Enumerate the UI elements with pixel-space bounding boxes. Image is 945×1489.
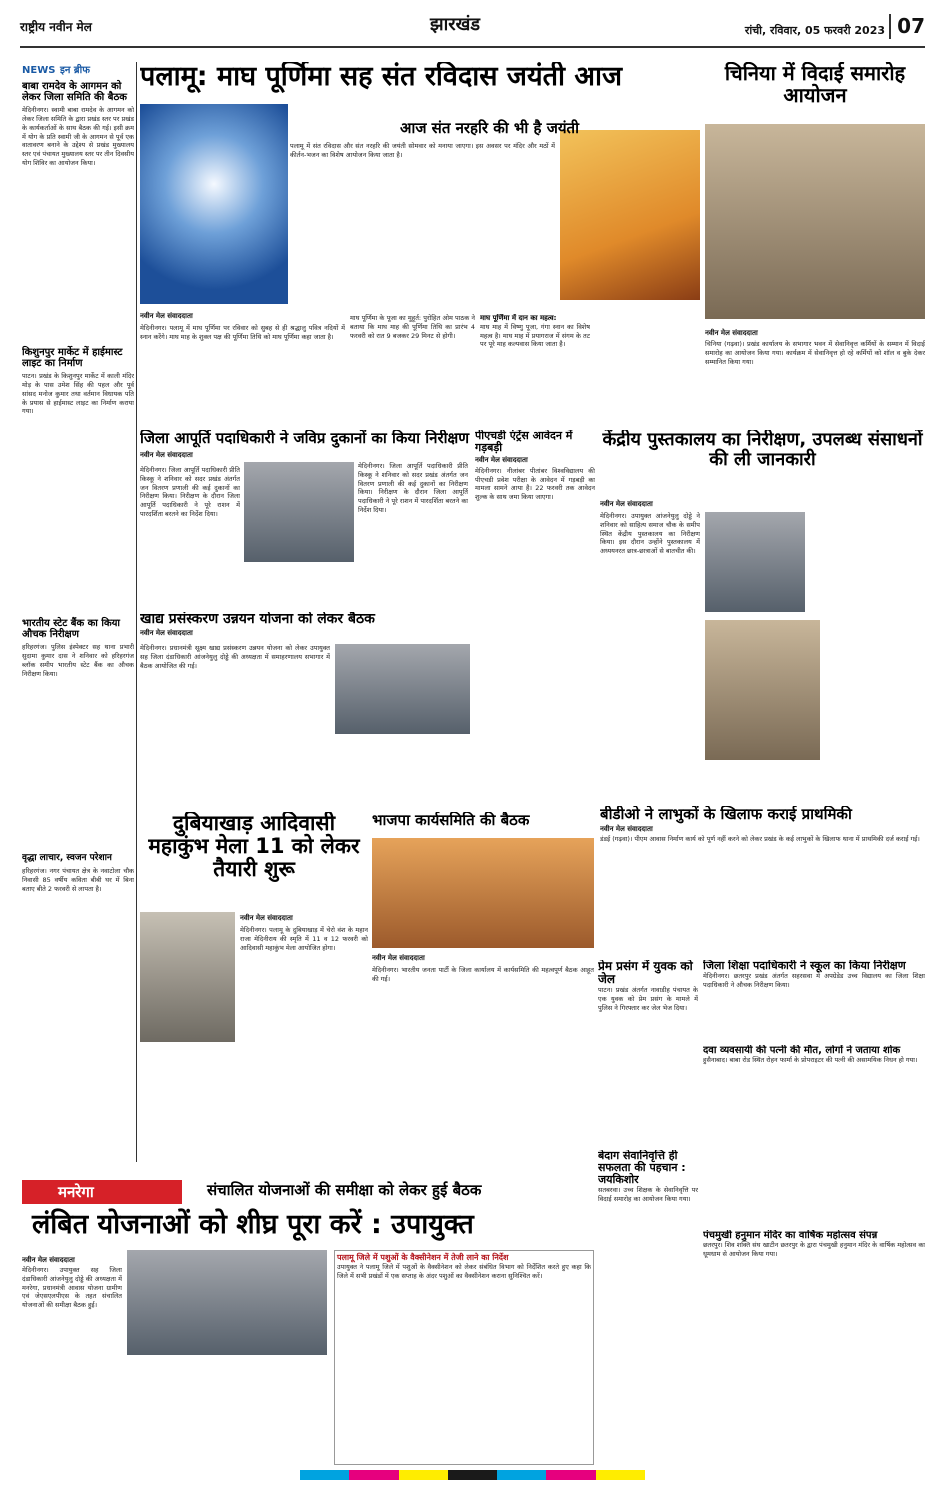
library-byline: नवीन मेल संवाददाता: [600, 500, 653, 508]
school-headline: जिला शिक्षा पदाधिकारी ने स्कूल का किया निरीक्षण: [703, 960, 906, 972]
color-swatch: [300, 1470, 349, 1480]
prem-headline: प्रेम प्रसंग में युवक को जेल: [598, 960, 693, 987]
bdo-text: डंडई (गढ़वा)। पीएम आवास निर्माण कार्य को पूर्ण नहीं करने को लेकर प्रखंड के कई लाभुकों के खिलाफ थाना में प्राथमिकी दर्ज कराई गई।: [600, 835, 920, 844]
hanuman-story: [703, 1230, 925, 1460]
chinia-headline: चिनिया में विदाई समारोह आयोजन: [724, 62, 906, 107]
kumbh-headline: दुबियाखाड़ आदिवासी महाकुंभ मेला 11 को लेकर तैयारी शुरू: [148, 812, 360, 882]
ration-story: [140, 430, 470, 600]
mgnrega-box-head: पलामू जिले में पशुओं के वैक्सीनेशन में तेजी लाने का निर्देश: [337, 1253, 509, 1262]
brief-headline-missing: वृद्धा लाचार, स्वजन परेशान: [22, 853, 112, 864]
lead-text-c: पलामू में संत रविदास और संत नरहरि की जयंती सोमवार को मनाया जाएगा। इस अवसर पर मंदिर और मठों में कीर्तन-भजन का विशेष आयोजन किया जाता है।: [290, 142, 555, 159]
hanuman-headline: पंचमुखी हनुमान मंदिर का वार्षिक महोत्सव संपन्न: [703, 1230, 878, 1241]
color-swatch: [497, 1470, 546, 1480]
mgnrega-box: [334, 1250, 594, 1465]
color-swatch: [349, 1470, 398, 1480]
chinia-text: चिनिया (गढ़वा)। प्रखंड कार्यालय के सभागार भवन में सेवानिवृत्त कर्मियों के सम्मान में विदाई समारोह का आयोजन किया गया। कार्यक्रम में सेवानिवृत्त हो रहे कर्मियों को शॉल व बुके देकर सम्मानित किया गया।: [705, 340, 925, 366]
dateline: रांची, रविवार, 05 फरवरी 2023: [744, 24, 885, 37]
lead-subhead: आज संत नरहरि की भी है जयंती: [400, 119, 579, 137]
bdo-headline: बीडीओ ने लाभुकों के खिलाफ कराई प्राथमिकी: [600, 806, 852, 823]
color-swatch: [448, 1470, 497, 1480]
library-story: [600, 430, 925, 800]
food-byline: नवीन मेल संवाददाता: [140, 629, 193, 638]
school-story: [703, 960, 925, 1040]
masthead: [20, 14, 925, 48]
color-registration-bar: [300, 1470, 645, 1480]
prem-story: [598, 960, 698, 1145]
mgnrega-box-text: उपायुक्त ने पलामू जिले में पशुओं के वैक्सीनेशन को लेकर संबंधित विभाग को निर्देशित करते हुए कहा कि जिले में सभी प्रखंडों में एक सप्ताह के अंदर पशुओं का वैक्सीनेशन कराना सुनिश्चित करें।: [337, 1263, 591, 1280]
lead-byline: नवीन मेल संवाददाता: [140, 312, 193, 320]
mgnrega-text: मेदिनीनगर। उपायुक्त सह जिला दंडाधिकारी आंजनेयुलु दोड्डे की अध्यक्षता में मनरेगा, प्रधानमंत्री आवास योजना ग्रामीण एवं जेएसएलपीएस के तहत संचालित योजनाओं की समीक्षा बैठक हुई।: [22, 1266, 122, 1310]
brief-text-highmast: पाटन। प्रखंड के किशुनपुर मार्केट में काली मंदिर मोड़ के पास उमेश सिंह की पहल और पूर्व सांसद मनोज कुमार तथा वर्तमान विधायक पति के प्रयास से हाईमास्ट लाइट का निर्माण कराया गया।: [22, 372, 134, 416]
brief-text-sbi: हरिहरगंज। पुलिस इंस्पेक्टर सह थाना प्रभारी सुदामा कुमार दास ने शनिवार को हरिहरगंज ब्लॉक समीप भारतीय स्टेट बैंक का औचक निरीक्षण किया।: [22, 643, 134, 678]
mgnrega-story: [22, 1180, 594, 1465]
brief-headline-sbi: भारतीय स्टेट बैंक का किया औचक निरीक्षण: [22, 618, 121, 641]
brand-logo: राष्ट्रीय नवीन मेल: [20, 20, 92, 34]
bdo-byline: नवीन मेल संवाददाता: [600, 824, 653, 833]
section-title: झारखंड: [430, 14, 480, 35]
kumbh-byline: नवीन मेल संवाददाता: [240, 914, 293, 922]
ration-text: मेदिनीनगर। जिला आपूर्ति पदाधिकारी प्रीति किस्कू ने शनिवार को सदर प्रखंड अंतर्गत जन वितरण प्रणाली की कई दुकानों का निरीक्षण किया। निरीक्षण के दौरान जिला आपूर्ति पदाधिकारी ने पूरे राशन में पारदर्शिता बरतने का निर्देश दिया।: [140, 466, 240, 518]
bedam-headline: बेदाग सेवानिवृत्ति ही सफलता की पहचान : जयकिशोर: [598, 1150, 686, 1187]
death-headline: दवा व्यवसायी की पत्नी की मौत, लोगों ने जताया शोक: [703, 1045, 901, 1056]
library-photo-2: [705, 620, 820, 760]
ration-byline: नवीन मेल संवाददाता: [140, 450, 193, 459]
mgnrega-band: मनरेगा: [22, 1180, 182, 1204]
food-headline: खाद्य प्रसंस्करण उन्नयन योजना को लेकर बैठक: [140, 612, 375, 627]
mgnrega-headline: लंबित योजनाओं को शीघ्र पूरा करें : उपायुक्त: [32, 1209, 474, 1240]
lead-text-a: मेदिनीनगर। पलामू में माघ पूर्णिमा पर रविवार को सुबह से ही श्रद्धालु पवित्र नदियों में स्नान करेंगे। माघ माह के शुक्ल पक्ष की पूर्णिमा तिथि को माघ पूर्णिमा कहा जाता है।: [140, 324, 345, 341]
death-story: [703, 1045, 925, 1225]
lead-box: [480, 314, 590, 439]
ration-photo: [244, 462, 354, 562]
bjp-story: [372, 812, 594, 1172]
school-text: मेदिनीनगर। छतरपुर प्रखंड अंतर्गत सहरसवा में अपग्रेडेड उच्च विद्यालय का जिला शिक्षा पदाधिकारी ने औचक निरीक्षण किया।: [703, 972, 925, 989]
lead-headline: पलामू: माघ पूर्णिमा सह संत रविदास जयंती आज: [140, 62, 623, 92]
food-story: [140, 612, 470, 807]
lead-photo-moon: [140, 104, 288, 304]
ration-text-cont: मेदिनीनगर। जिला आपूर्ति पदाधिकारी प्रीति किस्कू ने शनिवार को सदर प्रखंड अंतर्गत जन वितरण प्रणाली की कई दुकानों का निरीक्षण किया। निरीक्षण के दौरान जिला आपूर्ति पदाधिकारी ने पूरे राशन में पारदर्शिता बरतने का निर्देश दिया।: [358, 462, 468, 514]
page-number: 07: [889, 14, 925, 39]
prem-text: पाटन। प्रखंड अंतर्गत नावाडीह पंचायत के एक युवक को प्रेम प्रसंग के मामले में पुलिस ने गिरफ्तार कर जेल भेज दिया।: [598, 986, 698, 1012]
mgnrega-byline: नवीन मेल संवाददाता: [22, 1256, 75, 1264]
library-headline: केंद्रीय पुस्तकालय का निरीक्षण, उपलब्ध संसाधनों की ली जानकारी: [602, 430, 923, 470]
left-column: [22, 62, 134, 1162]
chinia-photo: [705, 124, 925, 319]
brief-headline-ramdev: बाबा रामदेव के आगमन को लेकर जिला समिति की बैठक: [22, 81, 127, 104]
phd-byline: नवीन मेल संवाददाता: [475, 456, 528, 465]
lead-story: [140, 62, 700, 442]
color-swatch: [596, 1470, 645, 1480]
bjp-headline: भाजपा कार्यसमिति की बैठक: [372, 812, 530, 829]
lead-photo-saint: [560, 130, 700, 300]
brief-text-ramdev: मेदिनीनगर। स्वामी बाबा रामदेव के आगमन को लेकर जिला समिति के द्वारा प्रखंड स्तर पर प्रखंड के कार्यकर्ताओं के साथ बैठक की गई। इसी क्रम में योग के प्रति स्वामी जी के आगमन से पूर्व एक वातावरण बनाने के उद्देश्य से प्रखंड मुख्यालय स्तर एवं पंचायत मुख्यालय स्तर पर तीन दिवसीय योग शिविर का आयोजन किया।: [22, 106, 134, 167]
hanuman-text: छतरपुर। शिव शक्ति संघ खाटीन छतरपुर के द्वारा पंचमुखी हनुमान मंदिर के वार्षिक महोत्सव का धूमधाम से आयोजन किया गया।: [703, 1241, 925, 1258]
ration-headline: जिला आपूर्ति पदाधिकारी ने जविप्र दुकानों का किया निरीक्षण: [140, 430, 470, 447]
kumbh-text: मेदिनीनगर। पलामू के दुबियाखाड़ में चेरो वंश के महान राजा मेदिनीराय की स्मृति में 11 व 12 फरवरी को आदिवासी महाकुंभ मेला आयोजित होगा।: [240, 926, 368, 952]
bjp-text: मेदिनीनगर। भारतीय जनता पार्टी के जिला कार्यालय में कार्यसमिति की महत्वपूर्ण बैठक आहूत की गई।: [372, 966, 594, 983]
color-swatch: [399, 1470, 448, 1480]
phd-text: मेदिनीनगर। नीलांबर पीतांबर विश्वविद्यालय की पीएचडी प्रवेश परीक्षा के आवेदन में गड़बड़ी का मामला सामने आया है। 22 फरवरी तक आवेदन शुल्क के साथ जमा किया जाएगा।: [475, 466, 595, 502]
mgnrega-kicker: संचालित योजनाओं की समीक्षा को लेकर हुई बैठक: [207, 1181, 482, 1199]
phd-story: [475, 430, 595, 800]
lead-box-text: माघ माह में विष्णु पूजा, गंगा स्नान का विशेष महत्व है। माघ माह में प्रयागराज में संगम के तट पर पूरे माह कल्पवास किया जाता है।: [480, 322, 590, 349]
library-text: मेदिनीनगर। उपायुक्त आंजनेयुलु दोड्डे ने शनिवार को साहित्य समाज चौक के समीप स्थित केंद्रीय पुस्तकालय का निरीक्षण किया। इस दौरान उन्होंने पुस्तकालय में अध्ययनरत छात्र-छात्राओं से बातचीत की।: [600, 512, 700, 556]
color-swatch: [546, 1470, 595, 1480]
brief-text-missing: हरिहरगंज। नगर पंचायत क्षेत्र के नवाटोला चौक निवासी 85 वर्षीय कविता बीबी घर में बिना बताए बीते 2 फरवरी से लापता है।: [22, 867, 134, 893]
bjp-byline: नवीन मेल संवाददाता: [372, 954, 425, 962]
brief-headline-highmast: किशुनपुर मार्केट में हाईमास्ट लाइट का निर्माण: [22, 347, 123, 370]
chinia-story: [705, 62, 925, 422]
bedam-text: सतबरवा। उच्च शिक्षक के सेवानिवृत्ति पर विदाई समारोह का आयोजन किया गया।: [598, 1186, 698, 1204]
bdo-story: [600, 806, 925, 956]
mgnrega-photo: [127, 1250, 327, 1355]
chinia-byline: नवीन मेल संवाददाता: [705, 329, 758, 337]
lead-box-head: माघ पूर्णिमा में दान का महत्व:: [480, 314, 557, 322]
library-photo: [705, 512, 805, 612]
food-text: मेदिनीनगर। प्रधानमंत्री सूक्ष्म खाद्य प्रसंस्करण उन्नयन योजना को लेकर उपायुक्त सह जिला दंडाधिकारी आंजनेयुलु दोड्डे की अध्यक्षता में समाहरणालय सभागार में बैठक आयोजित की गई।: [140, 644, 330, 670]
death-text: हुसैनाबाद। बाबा रोड स्थित रोहन फार्मा के प्रोपराइटर की पत्नी की असामयिक निधन हो गया।: [703, 1056, 918, 1064]
phd-headline: पीएचडी एंट्रेंस आवेदन में गड़बड़ी: [475, 430, 573, 455]
lead-text-b: माघ पूर्णिमा के पूजा का मुहूर्त: पुरोहित ओम पाठक ने बताया कि माघ माह की पूर्णिमा तिथि का प्रारंभ 4 फरवरी को रात 9 बजकर 29 मिनट से होगी।: [350, 314, 475, 340]
kumbh-photo: [140, 912, 235, 1042]
bedam-story: [598, 1150, 698, 1460]
food-photo: [335, 644, 470, 734]
kumbh-story: [140, 812, 368, 1172]
bjp-photo: [372, 838, 594, 948]
news-in-brief-tag: NEWS इन ब्रीफ: [22, 65, 90, 76]
